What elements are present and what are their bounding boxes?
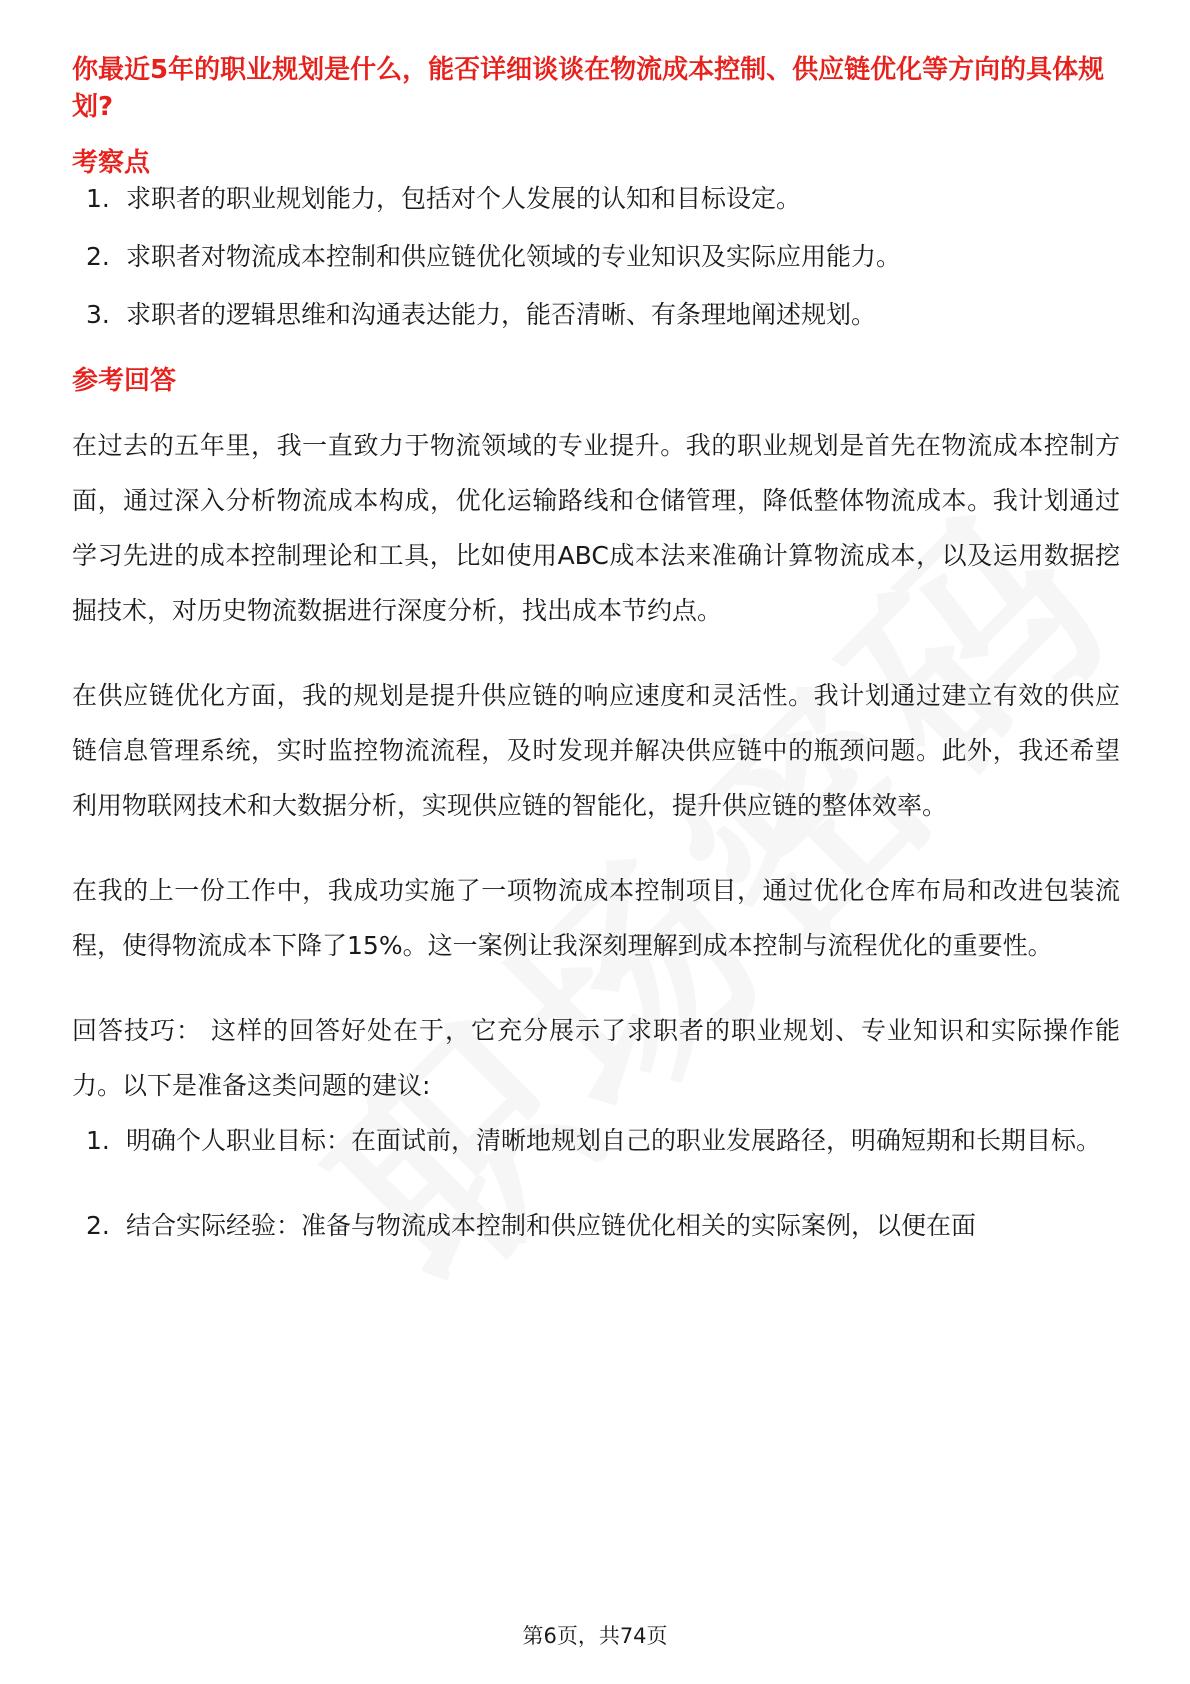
list-number: 3. <box>86 300 110 329</box>
list-item-text: 明确个人职业目标：在面试前，清晰地规划自己的职业发展路径，明确短期和长期目标。 <box>126 1126 1102 1155</box>
list-item-text: 求职者对物流成本控制和供应链优化领域的专业知识及实际应用能力。 <box>126 242 902 271</box>
list-item-text: 结合实际经验：准备与物流成本控制和供应链优化相关的实际案例，以便在面 <box>126 1211 977 1240</box>
answer-paragraph-2: 在供应链优化方面，我的规划是提升供应链的响应速度和灵活性。我计划通过建立有效的供应链信息管理系统，实时监控物流流程，及时发现并解决供应链中的瓶颈问题。此外，我还希望利用物联网技术和大数据分析，实现供应链的智能化，提升供应链的整体效率。 <box>72 681 1120 820</box>
page-footer: 第6页，共74页 <box>522 1624 668 1648</box>
question-title: 你最近5年的职业规划是什么，能否详细谈谈在物流成本控制、供应链优化等方向的具体规划? <box>72 55 1105 122</box>
tips-list <box>72 1113 1120 1253</box>
list-item <box>72 238 1120 276</box>
list-item-text: 求职者的职业规划能力，包括对个人发展的认知和目标设定。 <box>126 184 802 213</box>
section-heading-kaocha: 考察点 <box>72 148 151 178</box>
answer-paragraph-3: 在我的上一份工作中，我成功实施了一项物流成本控制项目，通过优化仓库布局和改进包装流程，使得物流成本下降了15%。这一案例让我深刻理解到成本控制与流程优化的重要性。 <box>72 876 1120 960</box>
list-number: 2. <box>86 242 110 271</box>
list-item <box>72 180 1120 218</box>
list-item <box>72 296 1120 334</box>
list-number: 1. <box>86 184 110 213</box>
list-number: 2. <box>86 1211 110 1240</box>
answer-paragraph-1: 在过去的五年里，我一直致力于物流领域的专业提升。我的职业规划是首先在物流成本控制方面，通过深入分析物流成本构成，优化运输路线和仓储管理，降低整体物流成本。我计划通过学习先进的成本控制理论和工具，比如使用ABC成本法来准确计算物流成本，以及运用数据挖掘技术，对历史物流数据进行深度分析，找出成本节约点。 <box>72 431 1120 625</box>
section-heading-cankao: 参考回答 <box>72 366 177 396</box>
list-item <box>72 1113 1120 1168</box>
answer-tips-intro: 回答技巧： 这样的回答好处在于，它充分展示了求职者的职业规划、专业知识和实际操作能力。以下是准备这类问题的建议: <box>72 1016 1120 1100</box>
assessment-points-list <box>72 180 1120 334</box>
list-item <box>72 1198 1120 1253</box>
list-item-text: 求职者的逻辑思维和沟通表达能力，能否清晰、有条理地阐述规划。 <box>126 300 877 329</box>
list-number: 1. <box>86 1126 110 1155</box>
document-page <box>72 52 1120 1283</box>
